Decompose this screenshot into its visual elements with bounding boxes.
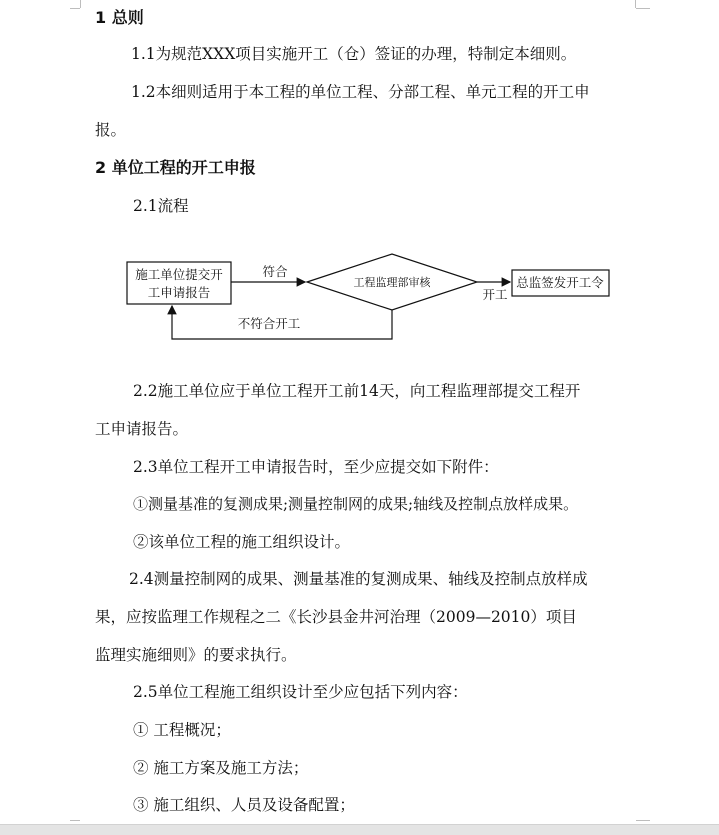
paragraph-1-1: 1.1为规范XXX项目实施开工（仓）签证的办理，特制定本细则。 xyxy=(131,45,577,63)
attachment-item-2: ②该单位工程的施工组织设计。 xyxy=(133,533,351,551)
paragraph-2-4-cont-1: 果，应按监理工作规程之二《长沙县金井河治理（2009—2010）项目 xyxy=(95,608,577,626)
paragraph-2-2: 2.2施工单位应于单位工程开工前14天，向工程监理部提交工程开 xyxy=(133,382,581,400)
paragraph-2-3: 2.3单位工程开工申请报告时，至少应提交如下附件： xyxy=(133,458,499,476)
attachment-item-1: ①测量基准的复测成果;测量控制网的成果;轴线及控制点放样成果。 xyxy=(133,495,579,513)
paragraph-2-5: 2.5单位工程施工组织设计至少应包括下列内容： xyxy=(133,683,468,701)
paragraph-1-2-cont: 报。 xyxy=(95,121,127,139)
section-heading-1: 1 总则 xyxy=(95,8,144,27)
crop-mark-top-right xyxy=(635,0,636,8)
review-diamond-label: 工程监理部审核 xyxy=(353,276,431,289)
approval-flowchart xyxy=(95,240,655,360)
paragraph-2-4-cont-2: 监理实施细则》的要求执行。 xyxy=(95,646,297,664)
start-label: 开工 xyxy=(482,287,508,302)
content-item-2: ② 施工方案及施工方法； xyxy=(133,759,309,777)
conform-label: 符合 xyxy=(262,264,288,279)
crop-mark-top-right-h xyxy=(636,8,650,9)
crop-mark-bottom-right xyxy=(636,820,650,821)
nonconform-label: 不符合开工 xyxy=(237,316,301,331)
page-gap-band xyxy=(0,824,719,835)
paragraph-2-2-cont: 工申请报告。 xyxy=(95,420,189,438)
content-item-1: ① 工程概况； xyxy=(133,721,231,739)
paragraph-2-4: 2.4测量控制网的成果、测量基准的复测成果、轴线及控制点放样成 xyxy=(129,570,588,588)
crop-mark-bottom-left xyxy=(70,820,80,821)
submit-box-line-1: 施工单位提交开 xyxy=(135,267,223,282)
paragraph-1-2: 1.2本细则适用于本工程的单位工程、分部工程、单元工程的开工申 xyxy=(131,83,590,101)
order-box-label: 总监签发开工令 xyxy=(516,275,604,290)
crop-mark-top-left-h xyxy=(70,8,80,9)
content-item-3: ③ 施工组织、人员及设备配置； xyxy=(133,796,355,814)
crop-mark-top-left xyxy=(80,0,81,8)
paragraph-2-1: 2.1流程 xyxy=(133,197,189,215)
section-heading-2: 2 单位工程的开工申报 xyxy=(95,158,256,177)
submit-box-line-2: 工申请报告 xyxy=(147,285,211,300)
